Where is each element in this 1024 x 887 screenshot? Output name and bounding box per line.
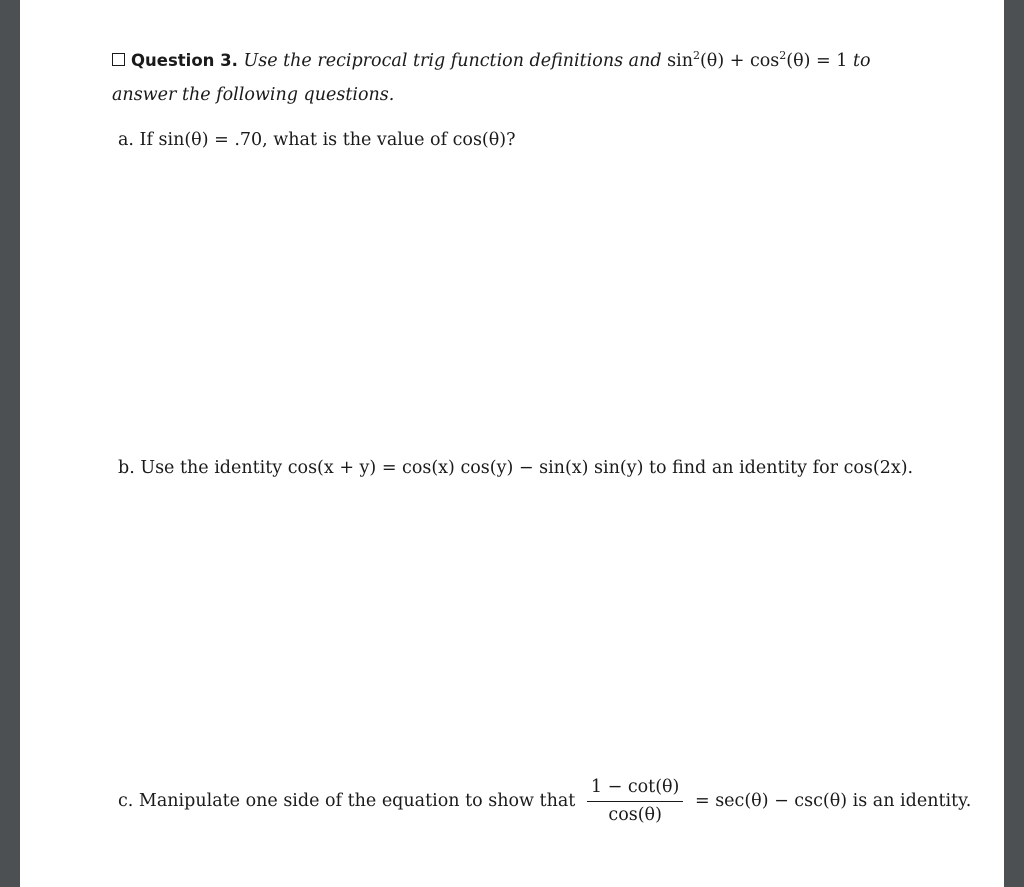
part-b — [118, 458, 913, 479]
question-header — [112, 44, 932, 112]
part-c-fraction — [587, 777, 683, 826]
fraction-numerator: 1 − cot(θ) — [587, 777, 683, 802]
fraction-denominator: cos(θ) — [608, 805, 662, 825]
identity-sin-argument: (θ) + cos — [699, 51, 780, 71]
identity-sin-exponent: 2 — [692, 49, 700, 62]
question-checkbox[interactable] — [112, 53, 125, 66]
part-c-suffix: = sec(θ) − csc(θ) is an identity. — [694, 791, 972, 811]
part-b-text: b. Use the identity cos(x + y) = cos(x) cos(y) − sin(x) sin(y) to find an identity for cos(2x). — [118, 458, 914, 478]
question-instruction-suffix: to answer the following questions. — [112, 51, 871, 105]
identity-sin: sin — [667, 51, 693, 71]
question-label: Question 3. — [131, 51, 238, 70]
identity-rest: (θ) = 1 — [786, 51, 848, 71]
document-page — [20, 0, 1004, 887]
identity-cos-exponent: 2 — [779, 49, 787, 62]
question-instruction-prefix: Use the reciprocal trig function definitions and — [243, 51, 662, 71]
part-a — [118, 130, 516, 151]
part-c-prefix: c. Manipulate one side of the equation to show that — [118, 791, 576, 811]
part-c — [118, 777, 971, 826]
part-a-text: a. If sin(θ) = .70, what is the value of cos(θ)? — [118, 130, 516, 150]
